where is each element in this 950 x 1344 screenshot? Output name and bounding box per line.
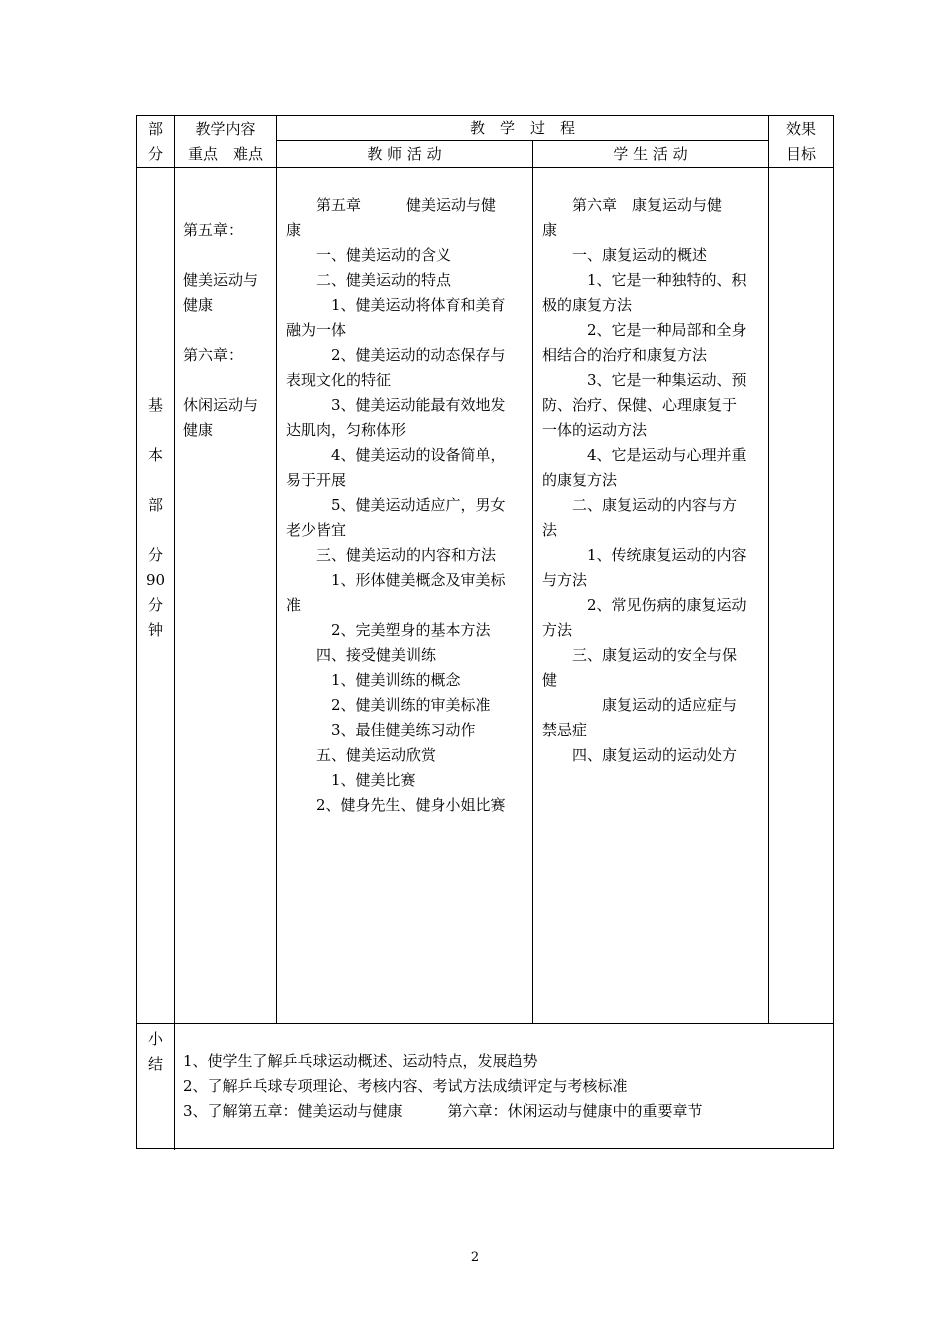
part-label xyxy=(137,393,174,643)
divider xyxy=(768,116,769,1024)
teacher-line: 准 xyxy=(286,596,302,614)
student-line: 一体的运动方法 xyxy=(542,421,648,439)
student-line: 1、它是一种独特的、积 xyxy=(542,271,747,289)
teacher-line: 4、健美运动的设备简单， xyxy=(286,446,506,464)
summary-line: 1、使学生了解乒乓球运动概述、运动特点，发展趋势 xyxy=(183,1052,538,1070)
teacher-line: 康 xyxy=(286,221,302,239)
teacher-line: 四、接受健美训练 xyxy=(286,646,437,664)
header-content-line: 教学内容 xyxy=(195,120,256,138)
part-label-char: 分 xyxy=(147,546,163,564)
header-process: 教 学 过 程 xyxy=(469,119,575,137)
student-line: 二、康复运动的内容与方 xyxy=(542,496,738,514)
header-effect xyxy=(769,117,833,167)
divider xyxy=(532,141,533,1024)
student-line: 相结合的治疗和康复方法 xyxy=(542,346,708,364)
teacher-line: 2、完美塑身的基本方法 xyxy=(286,621,491,639)
divider xyxy=(276,116,277,1024)
student-line: 2、它是一种局部和全身 xyxy=(542,321,747,339)
divider xyxy=(174,116,175,1150)
student-line: 2、常见伤病的康复运动 xyxy=(542,596,747,614)
teacher-line: 1、健美运动将体育和美育 xyxy=(286,296,506,314)
teacher-line: 融为一体 xyxy=(286,321,347,339)
teacher-line: 5、健美运动适应广，男女 xyxy=(286,496,506,514)
header-part-line: 部 xyxy=(147,120,163,138)
summary-line: 3、了解第五章：健美运动与健康 第六章：休闲运动与健康中的重要章节 xyxy=(183,1102,703,1120)
part-label-char: 钟 xyxy=(147,621,163,639)
student-line: 极的康复方法 xyxy=(542,296,633,314)
header-content-line: 重点 难点 xyxy=(187,145,263,163)
teacher-line: 1、形体健美概念及审美标 xyxy=(286,571,506,589)
student-line: 防、治疗、保健、心理康复于 xyxy=(542,396,738,414)
student-line: 康 xyxy=(542,221,558,239)
teacher-line: 1、健美比赛 xyxy=(286,771,416,789)
teacher-activity xyxy=(286,193,530,818)
student-line: 方法 xyxy=(542,621,573,639)
teacher-line: 第五章 健美运动与健 xyxy=(286,196,497,214)
part-label-char xyxy=(137,418,174,443)
summary-line: 2、了解乒乓球专项理论、考核内容、考试方法成绩评定与考核标准 xyxy=(183,1077,628,1095)
student-line: 一、康复运动的概述 xyxy=(542,246,708,264)
part-label-char: 分 xyxy=(147,596,163,614)
content-line: 健美运动与 xyxy=(183,271,259,289)
part-label-char xyxy=(137,518,174,543)
student-line: 健 xyxy=(542,671,558,689)
header-part-line: 分 xyxy=(147,145,163,163)
part-label-char xyxy=(137,468,174,493)
content-line xyxy=(183,318,275,343)
content-line xyxy=(183,243,275,268)
content-line: 健康 xyxy=(183,296,214,314)
teacher-line: 表现文化的特征 xyxy=(286,371,392,389)
content-line: 健康 xyxy=(183,421,214,439)
teacher-line: 一、健美运动的含义 xyxy=(286,246,452,264)
content-line xyxy=(183,368,275,393)
summary-label xyxy=(137,1027,174,1077)
header-part xyxy=(137,117,174,167)
summary-text xyxy=(183,1049,823,1124)
content-column xyxy=(183,193,275,443)
header-effect-line: 目标 xyxy=(785,145,816,163)
teacher-line: 三、健美运动的内容和方法 xyxy=(286,546,497,564)
part-label-char: 本 xyxy=(147,446,163,464)
student-line: 与方法 xyxy=(542,571,588,589)
teacher-line: 易于开展 xyxy=(286,471,347,489)
teacher-line: 2、健身先生、健身小姐比赛 xyxy=(286,796,506,814)
student-line: 第六章 康复运动与健 xyxy=(542,196,723,214)
divider xyxy=(137,167,833,168)
header-teacher: 教 师 活 动 xyxy=(367,145,442,163)
part-label-char: 90 xyxy=(145,571,166,589)
content-line: 第六章： xyxy=(183,346,244,364)
content-line: 休闲运动与 xyxy=(183,396,259,414)
student-line: 康复运动的适应症与 xyxy=(542,696,738,714)
page-number: 2 xyxy=(470,1250,480,1265)
student-line: 3、它是一种集运动、预 xyxy=(542,371,747,389)
header-student: 学 生 活 动 xyxy=(613,145,688,163)
teacher-line: 1、健美训练的概念 xyxy=(286,671,461,689)
divider xyxy=(137,1023,833,1024)
student-activity xyxy=(542,193,766,768)
teacher-line: 3、最佳健美练习动作 xyxy=(286,721,476,739)
student-line: 法 xyxy=(542,521,558,539)
student-line: 1、传统康复运动的内容 xyxy=(542,546,747,564)
student-line: 的康复方法 xyxy=(542,471,618,489)
summary-label-char: 小 xyxy=(147,1030,163,1048)
student-line: 四、康复运动的运动处方 xyxy=(542,746,738,764)
header-effect-line: 效果 xyxy=(785,120,816,138)
student-line: 三、康复运动的安全与保 xyxy=(542,646,738,664)
part-label-char: 部 xyxy=(147,496,163,514)
lesson-plan-table xyxy=(136,115,834,1149)
teacher-line: 老少皆宜 xyxy=(286,521,347,539)
content-line xyxy=(183,193,275,218)
teacher-line: 3、健美运动能最有效地发 xyxy=(286,396,506,414)
student-line: 4、它是运动与心理并重 xyxy=(542,446,747,464)
part-label-char: 基 xyxy=(147,396,163,414)
header-content xyxy=(175,117,276,167)
teacher-line: 二、健美运动的特点 xyxy=(286,271,452,289)
teacher-line: 2、健美训练的审美标准 xyxy=(286,696,491,714)
content-line: 第五章： xyxy=(183,221,244,239)
student-line: 禁忌症 xyxy=(542,721,588,739)
summary-label-char: 结 xyxy=(147,1055,163,1073)
teacher-line: 五、健美运动欣赏 xyxy=(286,746,437,764)
teacher-line: 2、健美运动的动态保存与 xyxy=(286,346,506,364)
teacher-line: 达肌肉，匀称体形 xyxy=(286,421,407,439)
